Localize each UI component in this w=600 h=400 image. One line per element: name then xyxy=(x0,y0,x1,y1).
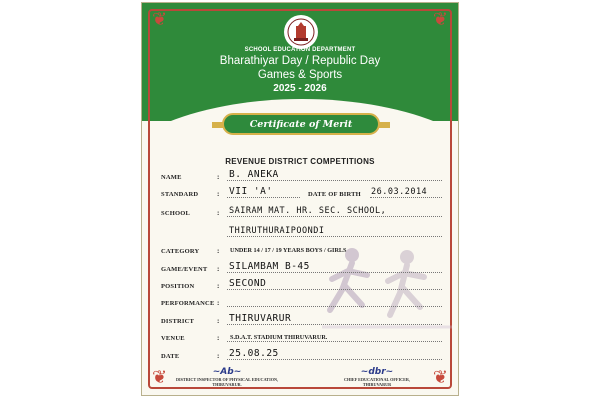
dotted-line xyxy=(227,289,442,290)
colon: : xyxy=(217,282,220,290)
district-label: DISTRICT xyxy=(161,318,195,325)
colon: : xyxy=(217,173,220,181)
signatory-left-place: THIRUVARUR. xyxy=(212,382,242,387)
dotted-line xyxy=(227,341,442,342)
category-label: CATEGORY xyxy=(161,248,200,255)
colon: : xyxy=(217,247,220,255)
certificate-type: Certificate of Merit xyxy=(249,118,353,130)
district-row xyxy=(142,311,459,327)
dotted-line xyxy=(227,359,442,360)
date-value: 25.08.25 xyxy=(229,348,279,359)
dob-label: DATE OF BIRTH xyxy=(308,191,361,198)
signatory-right-title: CHIEF EDUCATIONAL OFFICER, xyxy=(344,377,410,382)
student-name: B. ANEKA xyxy=(229,169,279,180)
floral-corner-icon: ❦ xyxy=(152,367,168,388)
venue-value: S.D.A.T. STADIUM THIRUVARUR. xyxy=(230,334,328,341)
colon: : xyxy=(217,317,220,325)
signature-right: ~dbr~ xyxy=(360,367,394,377)
standard-label: STANDARD xyxy=(161,191,199,198)
name-row xyxy=(142,167,459,183)
competition-level: REVENUE DISTRICT COMPETITIONS xyxy=(225,157,375,166)
signatory-left xyxy=(172,367,282,387)
signatory-right xyxy=(322,367,432,387)
department-name: SCHOOL EDUCATION DEPARTMENT xyxy=(244,47,356,53)
category-row xyxy=(142,241,459,257)
performance-row xyxy=(142,293,459,309)
school-value-line2: THIRUTHURAIPOONDI xyxy=(229,226,325,236)
school-value-line1: SAIRAM MAT. HR. SEC. SCHOOL, xyxy=(229,206,387,216)
dotted-line xyxy=(227,272,442,273)
signatory-right-place: THIRUVARUR xyxy=(362,382,392,387)
school-row-2 xyxy=(142,223,459,239)
floral-corner-icon: ❦ xyxy=(152,9,168,30)
position-row xyxy=(142,276,459,292)
dotted-line xyxy=(227,236,442,237)
event-title: Bharathiyar Day / Republic Day xyxy=(219,55,381,67)
school-label: SCHOOL xyxy=(161,210,191,217)
date-label: DATE xyxy=(161,353,180,360)
colon: : xyxy=(217,190,220,198)
standard-row xyxy=(142,184,459,200)
dob-value: 26.03.2014 xyxy=(371,187,428,197)
floral-corner-icon: ❦ xyxy=(432,9,448,30)
event-label: GAME/EVENT xyxy=(161,266,208,273)
state-emblem-icon xyxy=(284,15,318,49)
colon: : xyxy=(217,334,220,342)
district-value: THIRUVARUR xyxy=(229,313,292,324)
school-row xyxy=(142,203,459,219)
performance-label: PERFORMANCE xyxy=(161,300,215,307)
event-subtitle: Games & Sports xyxy=(257,69,343,81)
colon: : xyxy=(217,265,220,273)
colon: : xyxy=(217,299,220,307)
academic-year: 2025 - 2026 xyxy=(273,83,327,94)
position-label: POSITION xyxy=(161,283,195,290)
certificate xyxy=(141,2,459,396)
dotted-line xyxy=(227,324,442,325)
category-value: UNDER 14 / 17 / 19 YEARS BOYS / GIRLS xyxy=(230,247,347,254)
event-value: SILAMBAM B-45 xyxy=(229,261,310,272)
signature-left: ~Ab~ xyxy=(212,367,242,377)
colon: : xyxy=(217,209,220,217)
colon: : xyxy=(217,352,220,360)
certificate-ribbon xyxy=(222,113,380,135)
floral-corner-icon: ❦ xyxy=(432,367,448,388)
standard-value: VII 'A' xyxy=(229,186,273,197)
dotted-line xyxy=(227,306,442,307)
position-value: SECOND xyxy=(229,278,267,289)
event-row xyxy=(142,259,459,275)
signatory-left-title: DISTRICT INSPECTOR OF PHYSICAL EDUCATION, xyxy=(175,377,279,382)
dotted-line xyxy=(227,180,442,181)
venue-row xyxy=(142,328,459,344)
dotted-line xyxy=(227,216,442,217)
name-label: NAME xyxy=(161,174,182,181)
date-row xyxy=(142,346,459,362)
dotted-line xyxy=(227,197,300,198)
dotted-line xyxy=(370,197,442,198)
venue-label: VENUE xyxy=(161,335,185,342)
